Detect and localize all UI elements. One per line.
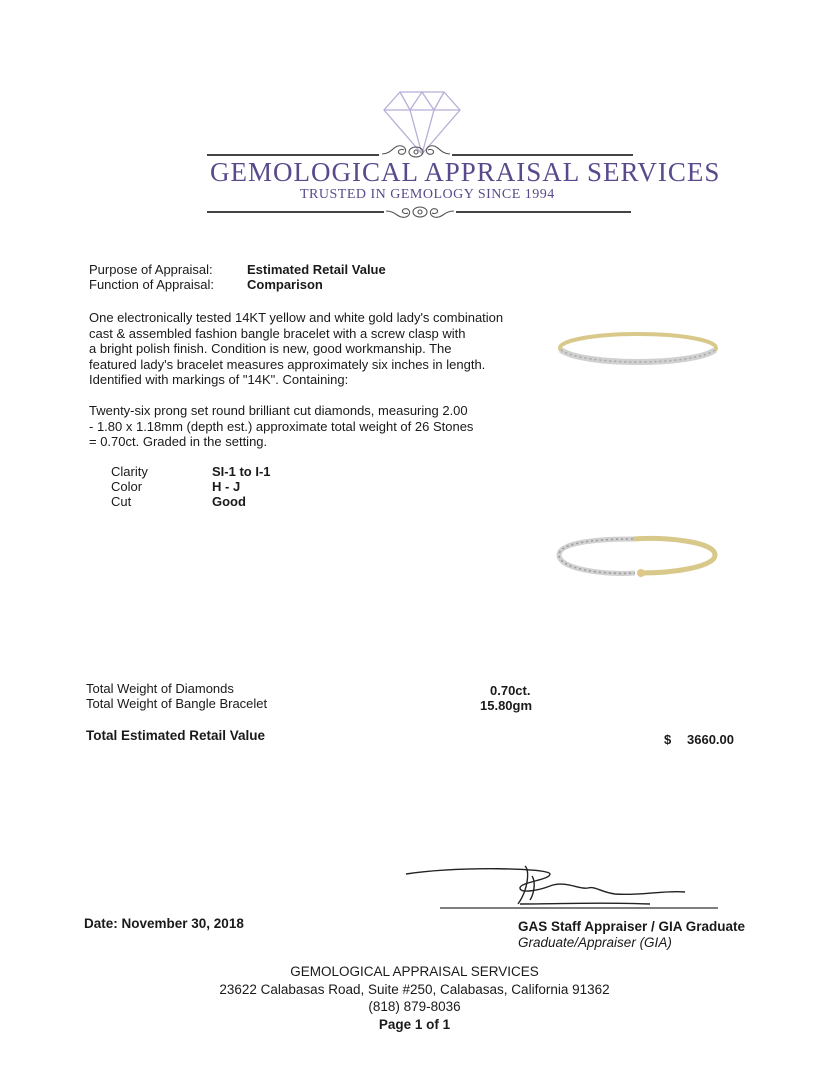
grade-value-clarity: SI-1 to I-1 xyxy=(212,464,271,479)
description-line: Identified with markings of "14K". Containing: xyxy=(89,372,349,387)
total-retail-value: 3660.00 xyxy=(687,732,734,747)
company-tagline: TRUSTED IN GEMOLOGY SINCE 1994 xyxy=(300,187,555,202)
grade-label-cut: Cut xyxy=(111,494,132,509)
grade-value-cut: Good xyxy=(212,494,246,509)
function-label: Function of Appraisal: xyxy=(89,277,215,292)
purpose-label: Purpose of Appraisal: xyxy=(89,262,213,277)
header-rule-top-right xyxy=(452,154,633,156)
appraiser-title: GAS Staff Appraiser / GIA Graduate xyxy=(518,919,746,934)
bracelet-photo-bottom xyxy=(553,525,723,585)
total-diamonds-label: Total Weight of Diamonds xyxy=(86,681,234,696)
stones-line: Twenty-six prong set round brilliant cut diamonds, measuring 2.00 xyxy=(89,403,468,418)
footer-company: GEMOLOGICAL APPRAISAL SERVICES xyxy=(290,964,539,979)
stones-line: = 0.70ct. Graded in the setting. xyxy=(89,434,268,449)
bracelet-photo-top xyxy=(553,320,723,380)
grade-label-clarity: Clarity xyxy=(111,464,148,479)
item-description xyxy=(89,310,503,388)
purpose-value: Estimated Retail Value xyxy=(247,262,386,277)
description-line: One electronically tested 14KT yellow and white gold lady's combination xyxy=(89,310,504,325)
function-value: Comparison xyxy=(247,277,323,292)
grade-value-color: H - J xyxy=(212,479,241,494)
total-diamonds-value: 0.70ct. xyxy=(490,683,531,698)
page-number: Page 1 of 1 xyxy=(378,1017,451,1032)
header-rule-top-left xyxy=(207,154,379,156)
company-name: GEMOLOGICAL APPRAISAL SERVICES xyxy=(210,157,721,187)
description-line: a bright polish finish. Condition is new, good workmanship. The xyxy=(89,341,452,356)
description-line: featured lady's bracelet measures approximately six inches in length. xyxy=(89,356,486,372)
signature-image xyxy=(400,860,720,915)
flourish-icon xyxy=(384,201,456,223)
footer-phone: (818) 879-8036 xyxy=(368,999,461,1014)
stones-description xyxy=(89,403,473,450)
header-rule-bottom-left xyxy=(207,211,384,213)
appraiser-subtitle: Graduate/Appraiser (GIA) xyxy=(518,935,672,950)
total-bracelet-label: Total Weight of Bangle Bracelet xyxy=(86,696,268,711)
description-line: cast & assembled fashion bangle bracelet with a screw clasp with xyxy=(89,325,466,341)
total-bracelet-value: 15.80gm xyxy=(480,698,533,713)
footer-address: 23622 Calabasas Road, Suite #250, Calabasas, California 91362 xyxy=(219,982,610,997)
grade-label-color: Color xyxy=(111,479,143,494)
stones-line: - 1.80 x 1.18mm (depth est.) approximate total weight of 26 Stones xyxy=(89,418,474,434)
appraisal-date: Date: November 30, 2018 xyxy=(84,916,244,931)
currency-symbol: $ xyxy=(664,732,672,747)
header-rule-bottom-right xyxy=(456,211,631,213)
total-retail-label: Total Estimated Retail Value xyxy=(86,728,266,743)
